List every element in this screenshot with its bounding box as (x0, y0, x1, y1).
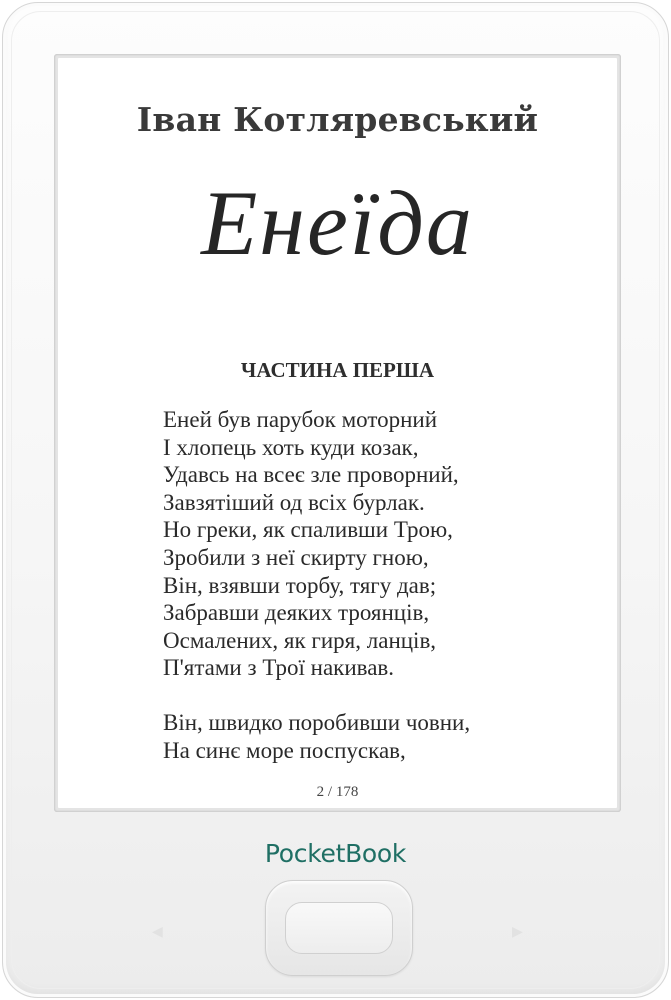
stanza (163, 406, 470, 682)
author-name: Іван Котляревський (136, 100, 539, 139)
book-title: Енеїда (201, 172, 474, 274)
screen-frame (54, 54, 621, 812)
poem-line: Еней був парубок моторний (163, 407, 438, 432)
home-button-inner (285, 902, 393, 954)
brand-logo: PocketBook (264, 839, 407, 868)
home-button[interactable] (265, 880, 413, 976)
page-indicator: 2 / 178 (316, 784, 359, 800)
next-page-button[interactable] (512, 925, 523, 939)
poem-line: Удавсь на всеє зле проворний, (163, 462, 459, 488)
poem-line: Осмалених, як гиря, ланців, (163, 627, 437, 653)
ereader-device (2, 2, 669, 998)
poem-line: Він, швидко поробивши човни, (163, 709, 471, 735)
poem-line: Зробили з неї скирту гною, (163, 544, 429, 570)
prev-page-button[interactable] (152, 925, 163, 939)
poem-line: Завзятіший од всіх бурлак. (163, 489, 425, 515)
stanza (163, 709, 470, 764)
poem-line: Він, взявши торбу, тягу дав; (163, 572, 437, 598)
triangle-left-icon: ◀ (152, 924, 163, 940)
poem-line: Но греки, як спаливши Трою, (163, 517, 453, 543)
poem-line: І хлопець хоть куди козак, (163, 434, 419, 460)
reader-page[interactable] (58, 58, 617, 808)
poem-line: На синє море поспускав, (163, 737, 406, 763)
triangle-right-icon: ▶ (512, 924, 523, 940)
poem-line: П'ятами з Трої накивав. (163, 655, 395, 681)
poem-text (163, 406, 470, 764)
chapter-heading: ЧАСТИНА ПЕРША (240, 358, 435, 382)
poem-line: Забравши деяких троянців, (163, 600, 430, 626)
